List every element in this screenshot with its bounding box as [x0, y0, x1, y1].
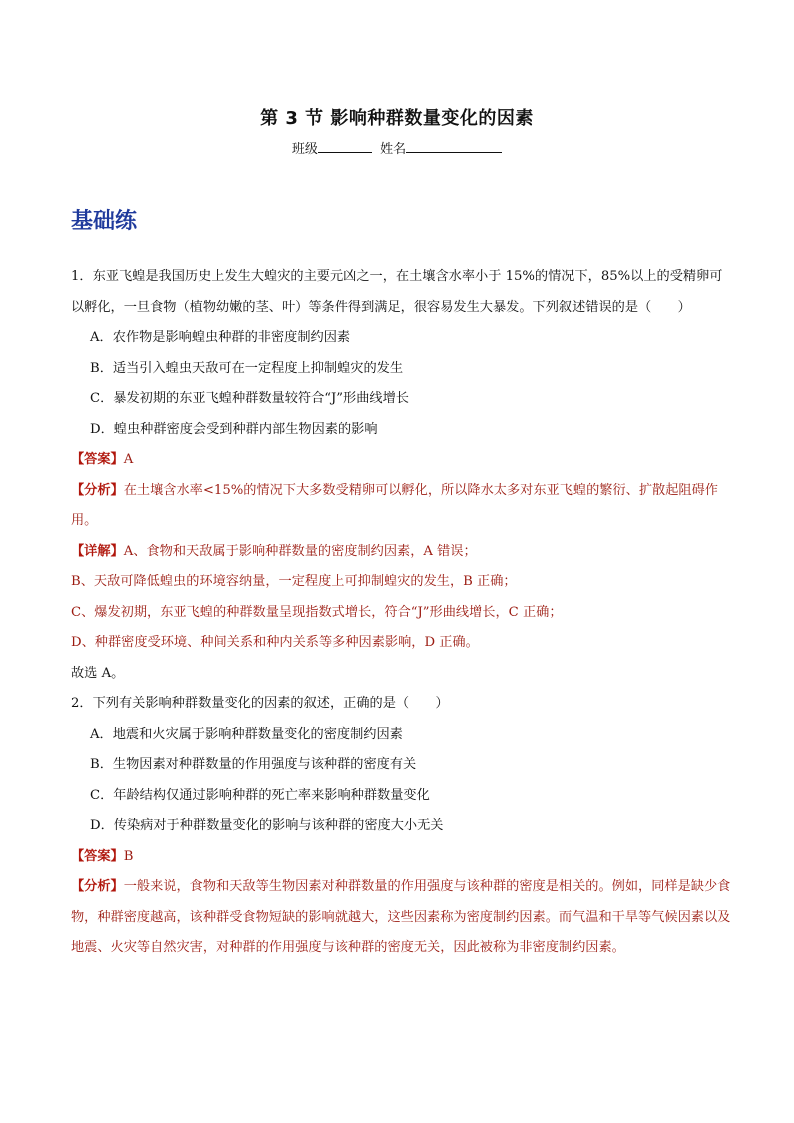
option-b: B．生物因素对种群数量的作用强度与该种群的密度有关	[90, 757, 417, 772]
name-label: 姓名	[380, 142, 407, 157]
analysis-tag: 【分析】	[71, 482, 124, 498]
class-blank	[318, 138, 372, 153]
answer-tag: 【答案】	[71, 848, 124, 864]
page-title: 第 3 节 影响种群数量变化的因素	[260, 108, 534, 129]
conclusion-line: 故选 A。	[71, 665, 125, 681]
student-info-line	[0, 138, 794, 157]
answer-line	[71, 445, 731, 476]
class-label: 班级	[291, 142, 318, 157]
option-b: B．适当引入蝗虫天敌可在一定程度上抑制蝗灾的发生	[90, 360, 404, 376]
question-1	[71, 262, 731, 689]
detail-line-d: D、种群密度受环境、种间关系和种内关系等多种因素影响，D 正确。	[71, 635, 479, 650]
analysis-tag: 【分析】	[71, 879, 124, 894]
detail-line-a	[71, 537, 731, 568]
option-a: A．农作物是影响蝗虫种群的非密度制约因素	[90, 330, 351, 345]
question-stem: 1．东亚飞蝗是我国历史上发生大蝗灾的主要元凶之一，在土壤含水率小于 15%的情况下，85%以上的受精卵可以孵化，一旦食物（植物幼嫩的茎、叶）等条件得到满足，很容易发生大暴发。下列叙述错误的是（ ）	[71, 269, 723, 315]
option-a: A．地震和火灾属于影响种群数量变化的密度制约因素	[90, 726, 403, 742]
questions-body	[71, 262, 731, 964]
analysis-line	[71, 872, 731, 964]
answer-value: B	[123, 848, 134, 864]
detail-line-b: B、天敌可降低蝗虫的环境容纳量，一定程度上可抑制蝗灾的发生，B 正确；	[71, 574, 517, 589]
option-d: D．传染病对于种群数量变化的影响与该种群的密度大小无关	[90, 818, 444, 833]
analysis-text: 在土壤含水率<15%的情况下大多数受精卵可以孵化，所以降水太多对东亚飞蝗的繁衍、扩散起阻碍作用。	[71, 482, 718, 528]
option-c: C．暴发初期的东亚飞蝗种群数量较符合“J”形曲线增长	[90, 391, 409, 406]
question-2	[71, 689, 731, 964]
analysis-text: 一般来说，食物和天敌等生物因素对种群数量的作用强度与该种群的密度是相关的。例如，同样是缺少食物，种群密度越高，该种群受食物短缺的影响就越大，这些因素称为密度制约因素。而气温和干旱等气候因素以及地震、火灾等自然灾害，对种群的作用强度与该种群的密度无关，因此被称为非密度制约因素。	[71, 879, 731, 955]
option-c: C．年龄结构仅通过影响种群的死亡率来影响种群数量变化	[90, 787, 430, 803]
answer-line	[71, 842, 731, 873]
analysis-line	[71, 476, 731, 537]
name-blank	[406, 138, 502, 153]
question-stem: 2．下列有关影响种群数量变化的因素的叙述，正确的是（ ）	[71, 696, 449, 711]
answer-tag: 【答案】	[71, 452, 124, 467]
detail-tag: 【详解】	[71, 543, 124, 559]
detail-line-c: C、爆发初期，东亚飞蝗的种群数量呈现指数式增长，符合“J”形曲线增长，C 正确；	[71, 604, 563, 620]
section-heading: 基础练	[71, 209, 138, 234]
detail-text: A、食物和天敌属于影响种群数量的密度制约因素，A 错误；	[123, 543, 477, 559]
answer-value: A	[123, 452, 134, 467]
option-d: D．蝗虫种群密度会受到种群内部生物因素的影响	[90, 421, 378, 437]
